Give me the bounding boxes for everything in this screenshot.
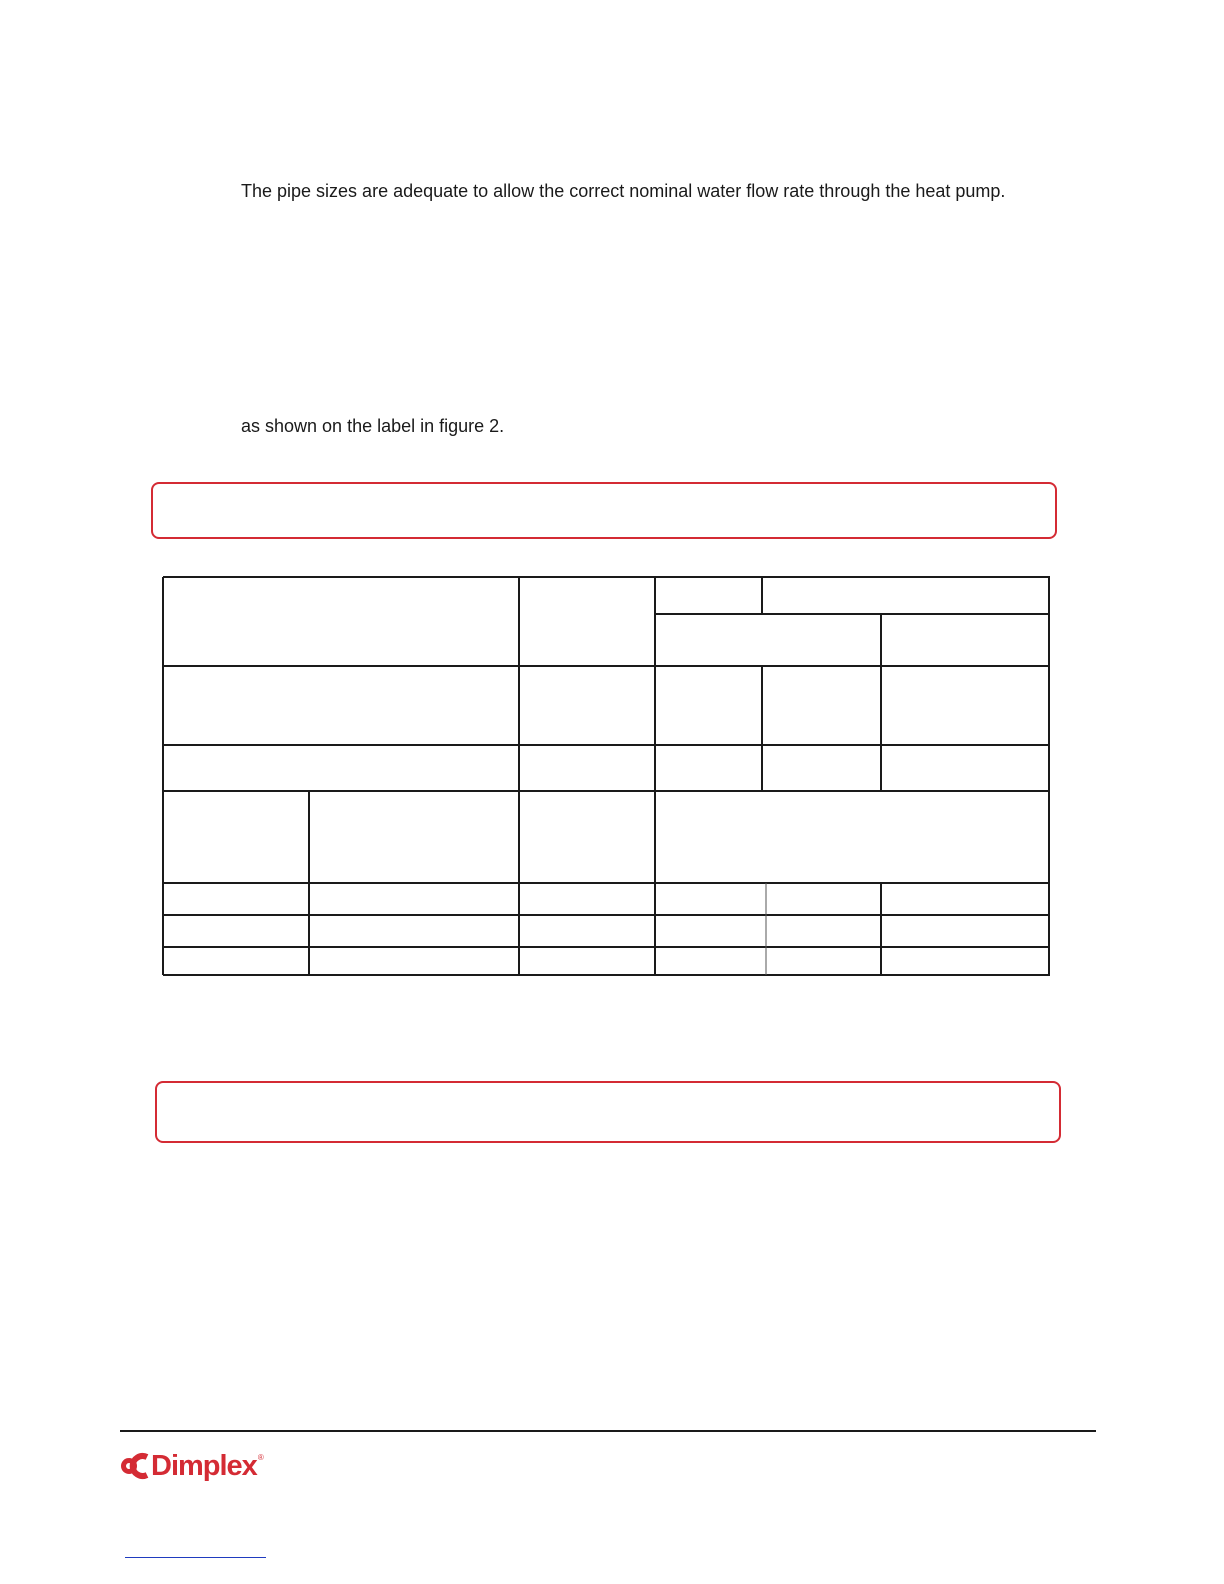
registered-mark: ® (257, 1453, 264, 1462)
footer-divider (120, 1430, 1096, 1432)
note-callout-box (155, 1081, 1061, 1143)
body-paragraph-label-reference: as shown on the label in figure 2. (241, 416, 505, 436)
footer-link-underline[interactable] (125, 1557, 266, 1558)
dimplex-logo-icon (120, 1451, 150, 1481)
body-paragraph-pipe-sizes: The pipe sizes are adequate to allow the correct nominal water flow rate through the heat pump. (241, 181, 1006, 201)
dimplex-logo (120, 1449, 264, 1483)
logo-wordmark: Dimplex (151, 1450, 257, 1482)
